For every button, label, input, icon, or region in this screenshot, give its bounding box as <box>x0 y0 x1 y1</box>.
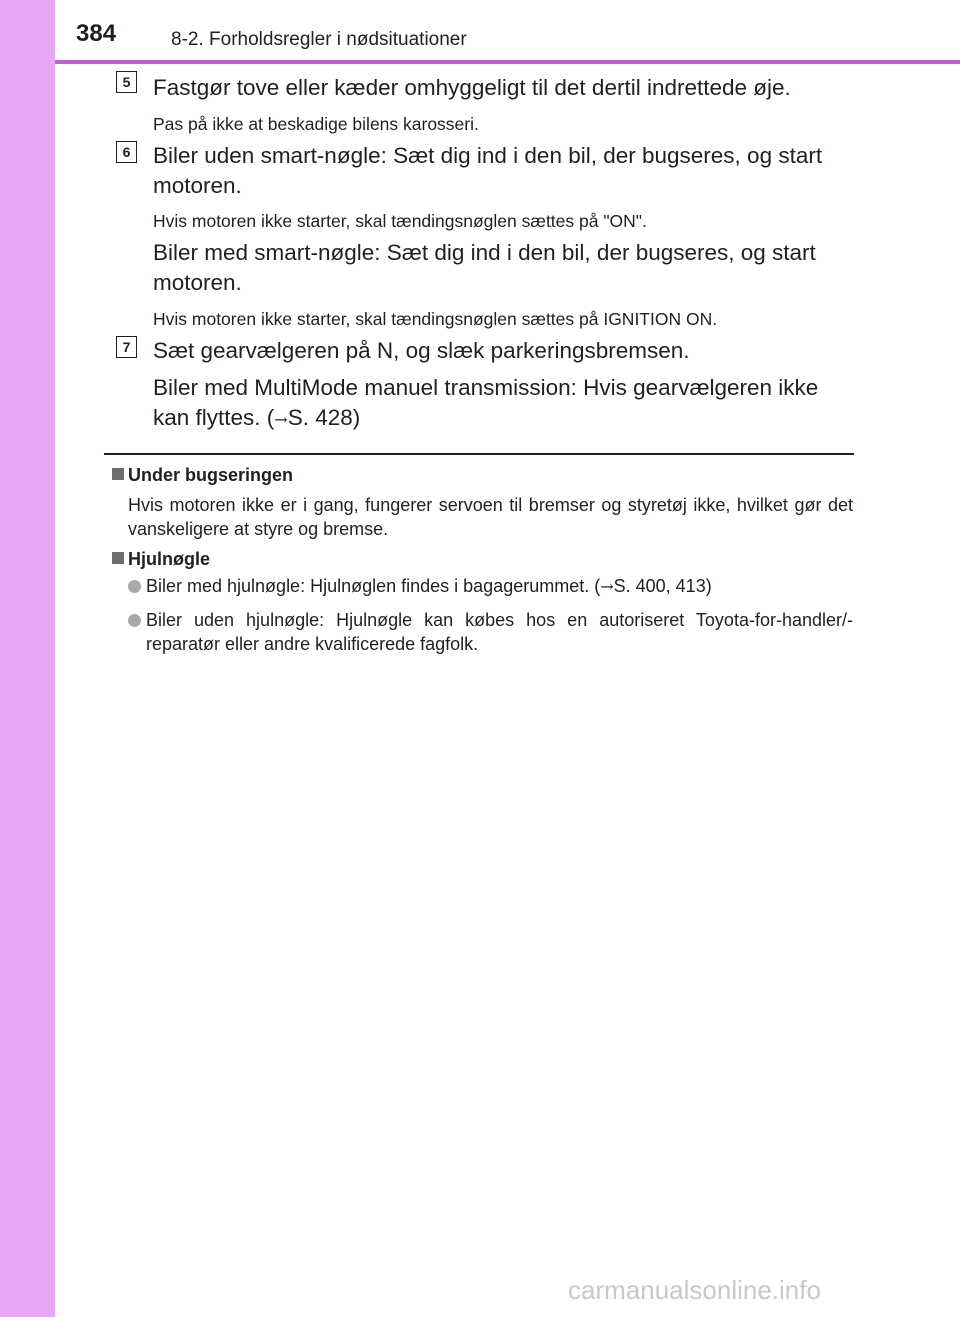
arrow-right-icon: → <box>274 410 288 429</box>
chapter-sidebar <box>0 0 55 1317</box>
step-7-alt-pre: kan flyttes. ( <box>153 405 275 430</box>
note-title: Hjulnøgle <box>128 549 210 569</box>
bullet-text: Biler med hjulnøgle: Hjulnøglen findes i bagagerummet. ( <box>146 576 601 596</box>
watermark: carmanualsonline.info <box>568 1275 821 1305</box>
step-6-note-2: Hvis motoren ikke starter, skal tændingsnøglen sættes på IGNITION ON. <box>153 309 718 329</box>
step-5-text: Fastgør tove eller kæder omhyggeligt til det dertil indrettede øje. <box>153 75 791 100</box>
step-7-text: Sæt gearvælgeren på N, og slæk parkeringsbremsen. <box>153 338 690 363</box>
circle-bullet-icon <box>128 614 141 627</box>
step-5-note: Pas på ikke at beskadige bilens karosseri. <box>153 114 479 134</box>
note-title: Under bugseringen <box>128 465 294 485</box>
page-ref-400-413: S. 400, 413) <box>613 576 712 596</box>
note-heading-wheel-wrench <box>112 549 210 570</box>
step-number-7: 7 <box>116 336 137 358</box>
note-heading-towing <box>112 465 293 486</box>
square-bullet-icon <box>112 468 124 480</box>
step-7-alt-line1: Biler med MultiMode manuel transmission: Hvis gearvælgeren ikke <box>153 375 819 400</box>
bullet-text: Biler uden hjulnøgle: Hjulnøgle kan købes hos en autoriseret Toyota-for-handler/-reparatør eller andre kvalificerede fagfolk. <box>146 610 853 654</box>
arrow-right-icon: → <box>600 577 614 596</box>
note-body-towing: Hvis motoren ikke er i gang, fungerer servoen til bremser og styretøj ikke, hvilket gør det vanskeligere at styre og bremse. <box>128 495 853 539</box>
step-number-5: 5 <box>116 71 137 93</box>
square-bullet-icon <box>112 552 124 564</box>
page-number: 384 <box>76 20 117 47</box>
step-6-text-line2: motoren. <box>153 173 242 198</box>
bullet-item <box>128 574 853 599</box>
page-ref-428: S. 428) <box>287 405 361 430</box>
step-6-note-1: Hvis motoren ikke starter, skal tændingsnøglen sættes på "ON". <box>153 211 647 231</box>
step-number-6: 6 <box>116 141 137 163</box>
step-7-alt-line2 <box>153 403 853 435</box>
step-6-text-line1: Biler uden smart-nøgle: Sæt dig ind i den bil, der bugseres, og start <box>153 143 823 168</box>
section-title: 8-2. Forholdsregler i nødsituationer <box>171 29 467 50</box>
bullet-item <box>128 608 853 656</box>
header-rule <box>55 60 960 64</box>
circle-bullet-icon <box>128 580 141 593</box>
step-6-alt-line1: Biler med smart-nøgle: Sæt dig ind i den bil, der bugseres, og start <box>153 240 816 265</box>
divider <box>104 453 854 455</box>
step-6-alt-line2: motoren. <box>153 270 242 295</box>
